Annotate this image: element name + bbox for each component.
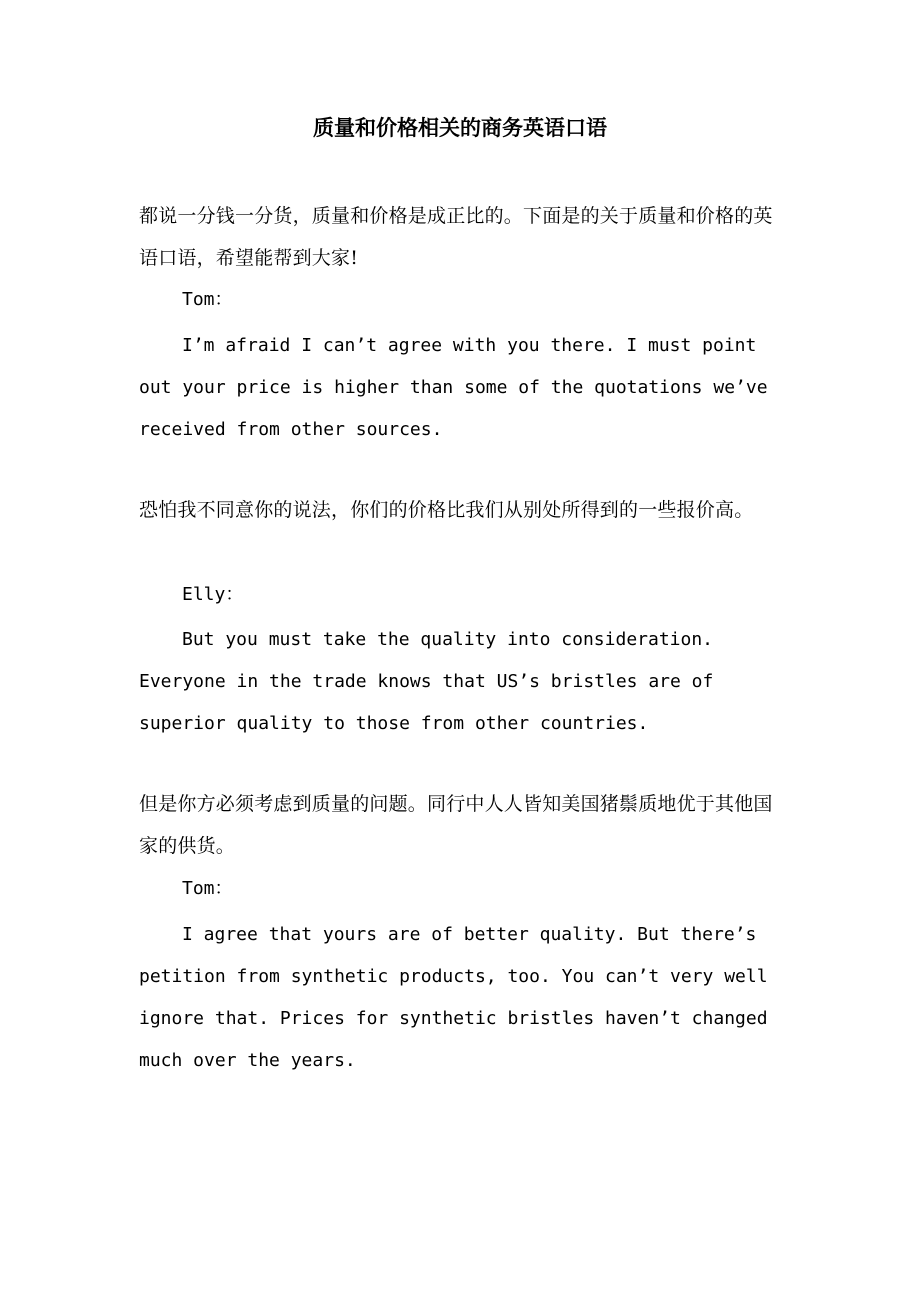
english-line-2: But you must take the quality into consideration. Everyone in the trade knows that US’s bristles are of superior quality to those from other countries. (139, 629, 714, 734)
chinese-translation-2: 但是你方必须考虑到质量的问题。同行中人人皆知美国猪鬃质地优于其他国家的供货。 (139, 793, 773, 857)
english-line-3: I agree that yours are of better quality. But there’s petition from synthetic products, too. You can’t very well ignore that. Prices for synthetic bristles haven’t changed much over the years. (139, 924, 768, 1071)
speaker-tom-2: Tom： (182, 878, 233, 899)
intro-paragraph: 都说一分钱一分货，质量和价格是成正比的。下面是的关于质量和价格的英语口语，希望能帮到大家! (139, 205, 773, 269)
english-line-1: I’m afraid I can’t agree with you there. I must point out your price is higher than some of the quotations we’ve received from other sources. (139, 335, 768, 440)
speaker-tom-1: Tom： (182, 289, 233, 310)
chinese-translation-1: 恐怕我不同意你的说法，你们的价格比我们从别处所得到的一些报价高。 (139, 499, 754, 521)
document-title: 质量和价格相关的商务英语口语 (313, 115, 607, 140)
speaker-elly: Elly： (182, 584, 244, 605)
